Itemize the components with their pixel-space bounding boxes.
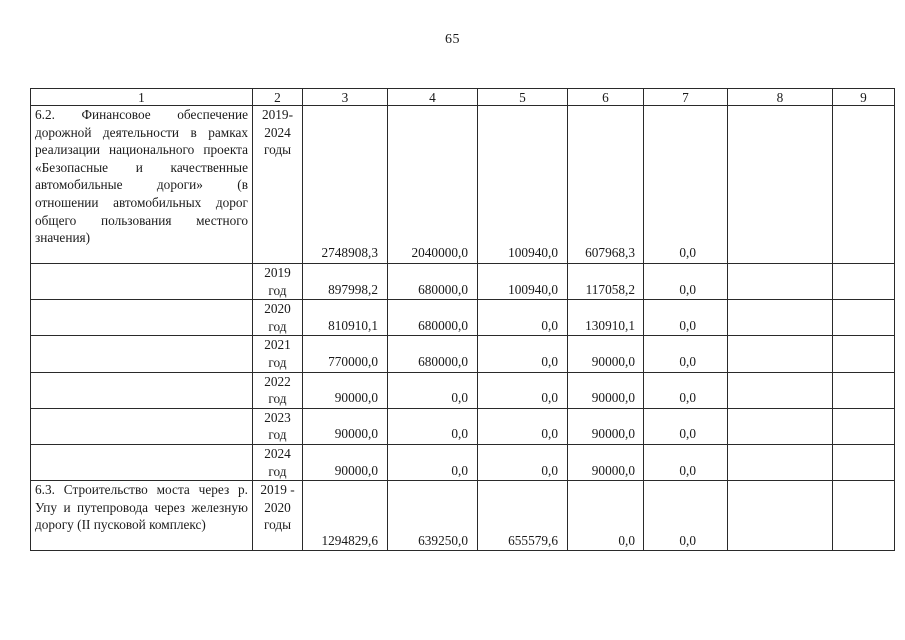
value-cell xyxy=(833,264,895,300)
value-cell: 90000,0 xyxy=(568,336,644,372)
row-name-cell: 6.2. Финансовое обеспечение дорожной деятельности в рамках реализации национального проекта «Безопасные и качественные автомобильные дороги» (в отношении автомобильных дорог общего пользования местного значения) xyxy=(31,106,253,264)
table-row xyxy=(31,372,895,408)
column-header: 6 xyxy=(568,89,644,106)
column-header: 2 xyxy=(253,89,303,106)
column-header: 9 xyxy=(833,89,895,106)
value-cell xyxy=(728,106,833,264)
value-cell: 0,0 xyxy=(644,336,728,372)
value-cell: 117058,2 xyxy=(568,264,644,300)
value-cell: 90000,0 xyxy=(568,372,644,408)
period-cell: 2020 год xyxy=(253,300,303,336)
value-cell: 0,0 xyxy=(478,444,568,480)
total-cell: 770000,0 xyxy=(303,336,388,372)
value-cell xyxy=(728,264,833,300)
value-cell: 0,0 xyxy=(644,106,728,264)
period-cell: 2022 год xyxy=(253,372,303,408)
value-cell: 0,0 xyxy=(388,408,478,444)
value-cell: 130910,1 xyxy=(568,300,644,336)
value-cell: 639250,0 xyxy=(388,481,478,551)
value-cell xyxy=(833,336,895,372)
period-cell: 2024 год xyxy=(253,444,303,480)
column-header: 4 xyxy=(388,89,478,106)
value-cell: 0,0 xyxy=(644,300,728,336)
value-cell: 0,0 xyxy=(644,444,728,480)
table-row xyxy=(31,106,895,264)
total-cell: 1294829,6 xyxy=(303,481,388,551)
column-header: 3 xyxy=(303,89,388,106)
row-name-cell xyxy=(31,408,253,444)
value-cell xyxy=(728,408,833,444)
row-name-cell xyxy=(31,300,253,336)
total-cell: 90000,0 xyxy=(303,444,388,480)
value-cell: 100940,0 xyxy=(478,106,568,264)
value-cell: 607968,3 xyxy=(568,106,644,264)
table-row xyxy=(31,264,895,300)
value-cell xyxy=(833,372,895,408)
table-row xyxy=(31,408,895,444)
value-cell: 2040000,0 xyxy=(388,106,478,264)
table-row xyxy=(31,481,895,551)
value-cell: 0,0 xyxy=(478,336,568,372)
value-cell: 680000,0 xyxy=(388,264,478,300)
value-cell xyxy=(728,300,833,336)
value-cell: 680000,0 xyxy=(388,336,478,372)
table-row xyxy=(31,444,895,480)
total-cell: 897998,2 xyxy=(303,264,388,300)
row-name-cell xyxy=(31,444,253,480)
column-header: 1 xyxy=(31,89,253,106)
value-cell: 0,0 xyxy=(478,300,568,336)
table-row xyxy=(31,336,895,372)
value-cell: 655579,6 xyxy=(478,481,568,551)
value-cell xyxy=(728,481,833,551)
column-header: 7 xyxy=(644,89,728,106)
period-cell: 2023 год xyxy=(253,408,303,444)
total-cell: 90000,0 xyxy=(303,372,388,408)
value-cell: 0,0 xyxy=(644,481,728,551)
value-cell: 680000,0 xyxy=(388,300,478,336)
table-header-row xyxy=(31,89,895,106)
period-cell: 2019 - 2020 годы xyxy=(253,481,303,551)
row-name-cell xyxy=(31,372,253,408)
value-cell xyxy=(833,481,895,551)
value-cell: 90000,0 xyxy=(568,408,644,444)
value-cell: 0,0 xyxy=(644,264,728,300)
value-cell xyxy=(728,336,833,372)
value-cell xyxy=(833,106,895,264)
column-header: 8 xyxy=(728,89,833,106)
value-cell: 0,0 xyxy=(568,481,644,551)
value-cell xyxy=(833,408,895,444)
value-cell: 0,0 xyxy=(388,444,478,480)
value-cell: 0,0 xyxy=(644,372,728,408)
value-cell xyxy=(833,444,895,480)
value-cell: 0,0 xyxy=(478,372,568,408)
page-number: 65 xyxy=(445,32,460,47)
value-cell: 100940,0 xyxy=(478,264,568,300)
total-cell: 90000,0 xyxy=(303,408,388,444)
period-cell: 2019 год xyxy=(253,264,303,300)
table-row xyxy=(31,300,895,336)
value-cell: 90000,0 xyxy=(568,444,644,480)
column-header: 5 xyxy=(478,89,568,106)
value-cell: 0,0 xyxy=(478,408,568,444)
value-cell xyxy=(728,372,833,408)
row-name-cell: 6.3. Строительство моста через р. Упу и путепровода через железную дорогу (II пусковой комплекс) xyxy=(31,481,253,551)
row-name-cell xyxy=(31,336,253,372)
total-cell: 2748908,3 xyxy=(303,106,388,264)
row-name-cell xyxy=(31,264,253,300)
value-cell xyxy=(833,300,895,336)
period-cell: 2019- 2024 годы xyxy=(253,106,303,264)
value-cell xyxy=(728,444,833,480)
value-cell: 0,0 xyxy=(644,408,728,444)
total-cell: 810910,1 xyxy=(303,300,388,336)
budget-table xyxy=(30,88,895,551)
period-cell: 2021 год xyxy=(253,336,303,372)
value-cell: 0,0 xyxy=(388,372,478,408)
